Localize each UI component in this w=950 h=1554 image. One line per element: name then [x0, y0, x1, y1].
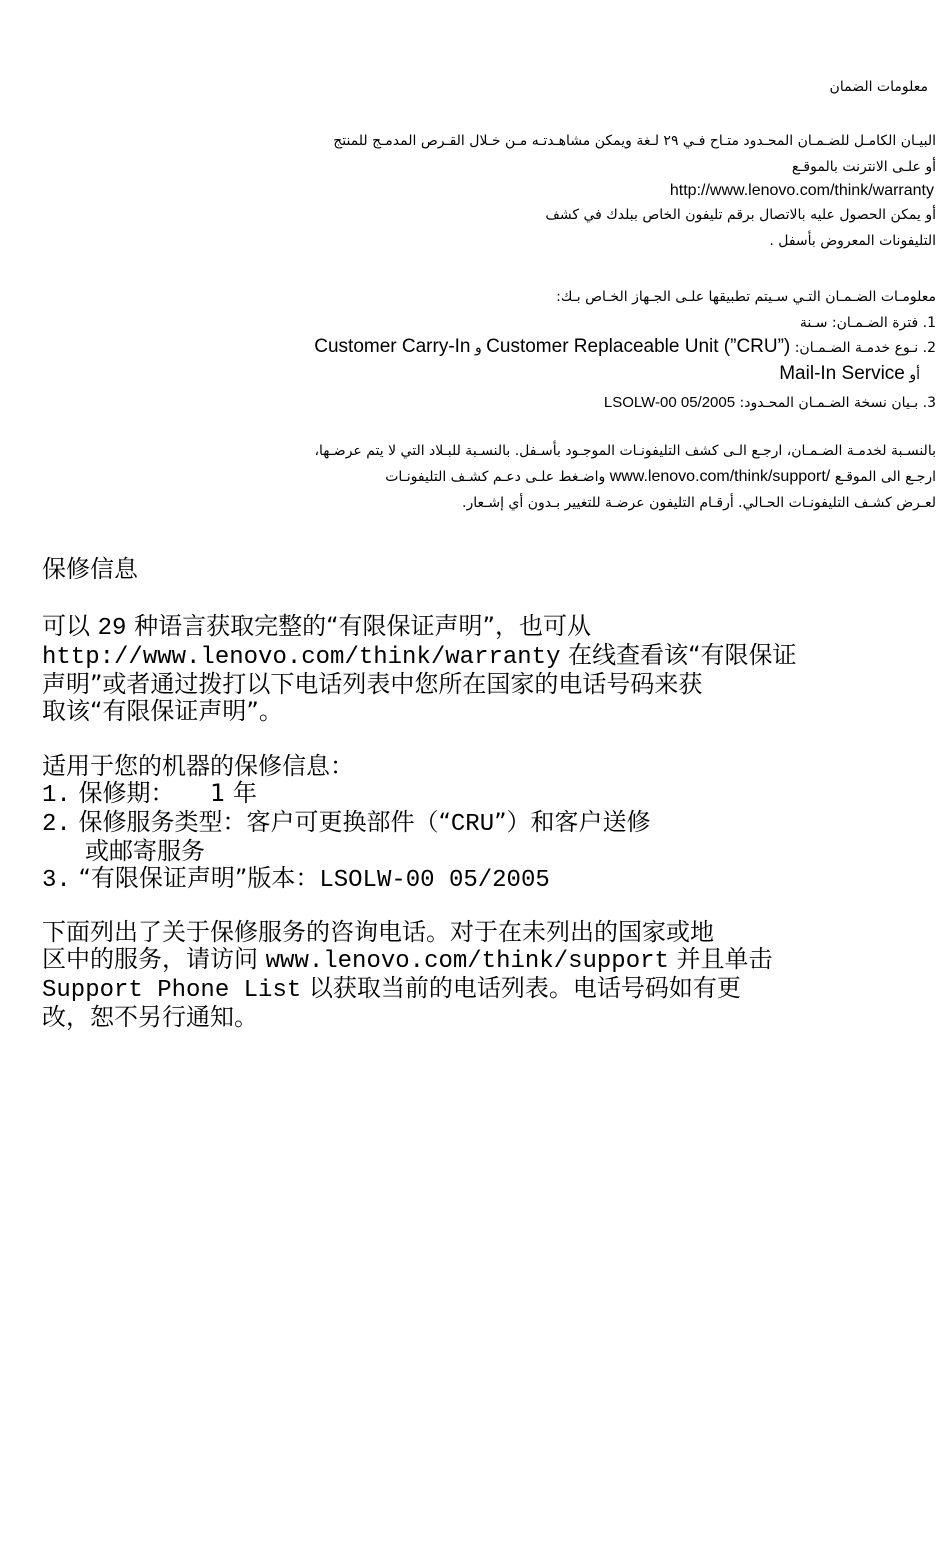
chinese-para1-line2-b: 在线查看该“有限保证: [560, 641, 797, 669]
chinese-item-2: [42, 809, 922, 838]
chinese-para2-line3: [42, 975, 922, 1004]
chinese-title: 保修信息: [42, 555, 138, 583]
arabic-item-1: [800, 312, 936, 334]
arabic-item-1-number: 1.: [922, 315, 936, 331]
chinese-item-1-label: 保修期：: [78, 779, 175, 807]
arabic-item-2-number: 2.: [922, 340, 936, 356]
arabic-title: معلومات الضمان: [829, 79, 928, 95]
chinese-item-2-cru: CRU: [450, 811, 495, 838]
chinese-para1: [42, 613, 922, 725]
chinese-para2-line4: 改，恕不另行通知。: [42, 1003, 258, 1031]
chinese-item-1-number: 1.: [42, 782, 71, 809]
chinese-item-3-number: 3.: [42, 867, 71, 894]
chinese-para2-line2: [42, 946, 922, 975]
arabic-item-3-prefix: بـيان نسخة الضـمـان المحـدود:: [739, 395, 919, 411]
arabic-para2-line2-a: ارجـع الى الموقـع: [834, 469, 936, 485]
chinese-para1-line2: [42, 642, 922, 671]
arabic-para1-line2: أو علـى الانترنت بالموقـع: [791, 159, 936, 175]
chinese-para1-line3: 声明”或者通过拨打以下电话列表中您所在国家的电话号码来获: [42, 670, 703, 698]
arabic-para1-line4: التليفونات المعروض بأسفل .: [769, 233, 936, 249]
arabic-item-3-code: LSOLW-00 05/2005: [603, 394, 736, 411]
arabic-para2-line3: لعـرض كشـف التليفونـات الحـالي. أرقـام التليفون عرضـة للتغيير بـدون أي إشـعار.: [462, 495, 936, 511]
chinese-item-3-a: “有限保证声明”版本：: [78, 864, 320, 892]
arabic-item-2-mail-in: Mail-In Service: [779, 363, 905, 384]
arabic-item-3-number: 3.: [922, 395, 936, 411]
chinese-warranty-info: [42, 753, 922, 894]
chinese-para2-line2-a: 区中的服务，请访问: [42, 945, 266, 973]
arabic-item-2: [314, 336, 936, 359]
chinese-item-2-line2: 或邮寄服务: [85, 837, 205, 865]
arabic-para1-line1: البيـان الكامـل للضـمـان المحـدود متـاح فـي ٢٩ لـغة ويمكن مشاهـدتـه مـن خـلال القـرص المدمـج للمنتج: [333, 133, 936, 149]
arabic-para2-line2: [385, 466, 936, 488]
chinese-para2: [42, 919, 922, 1031]
chinese-para1-line1-b: 种语言获取完整的“有限保证声明”，也可从: [126, 612, 591, 640]
chinese-support-url[interactable]: www.lenovo.com/think/support: [265, 948, 669, 975]
chinese-para2-line2-b: 并且单击: [668, 945, 773, 973]
chinese-para1-line1: [42, 613, 922, 642]
arabic-para1-line3: أو يمكن الحصول عليه بالاتصال برقم تليفون الخاص ببلدك في كشف: [545, 207, 936, 223]
chinese-item-2-number: 2.: [42, 811, 71, 838]
chinese-item-3-code: LSOLW-00 05/2005: [319, 867, 550, 894]
arabic-support-url[interactable]: www.lenovo.com/think/support/: [609, 468, 831, 485]
chinese-para1-line1-a: 可以: [42, 612, 98, 640]
chinese-item-2-b: ”）和客户送修: [494, 808, 651, 836]
arabic-item-2-and: و: [474, 340, 482, 356]
chinese-para1-language-count: 29: [97, 615, 127, 642]
arabic-info-intro: معلومـات الضـمـان التـي سـيتم تطبيقها علـى الجـهاز الخـاص بـك:: [556, 289, 936, 305]
arabic-item-2-carry-in: Customer Carry-In: [314, 336, 471, 357]
arabic-item-2-cru: Customer Replaceable Unit (”CRU”): [486, 336, 791, 357]
arabic-item-3: [604, 392, 936, 414]
arabic-item-2-or: أو: [909, 367, 920, 383]
chinese-warranty-url[interactable]: http://www.lenovo.com/think/warranty: [42, 644, 561, 671]
arabic-para2-line2-b: واضـغط علـى دعـم كشـف التليفونـات: [385, 469, 606, 485]
arabic-item-2-prefix: نـوع خدمـة الضـمـان:: [794, 340, 919, 356]
chinese-para1-line4: 取该“有限保证声明”。: [42, 697, 283, 725]
arabic-warranty-url[interactable]: http://www.lenovo.com/think/warranty: [669, 182, 934, 199]
chinese-para2-line1: 下面列出了关于保修服务的咨询电话。对于在未列出的国家或地: [42, 918, 714, 946]
chinese-item-2-a: 保修服务类型：客户可更换部件（“: [78, 808, 451, 836]
arabic-item-1-text: فترة الضـمـان: سـنة: [799, 315, 919, 331]
chinese-item-1: [42, 780, 922, 809]
arabic-para2-line1: بالنسـبة لخدمـة الضـمـان، ارجـع الـى كشف التليفونـات الموجـود بأسـفل. بالنسـبة للبـلاد التي لا يتم عرضـها،: [314, 443, 936, 459]
chinese-item-1-value: 1 年: [210, 779, 257, 807]
chinese-support-phone-list: Support Phone List: [42, 977, 302, 1004]
chinese-info-intro: 适用于您的机器的保修信息：: [42, 752, 354, 780]
chinese-item-3: [42, 865, 922, 894]
chinese-para2-line3-b: 以获取当前的电话列表。电话号码如有更: [301, 974, 741, 1002]
arabic-item-2-line2: [779, 363, 920, 386]
